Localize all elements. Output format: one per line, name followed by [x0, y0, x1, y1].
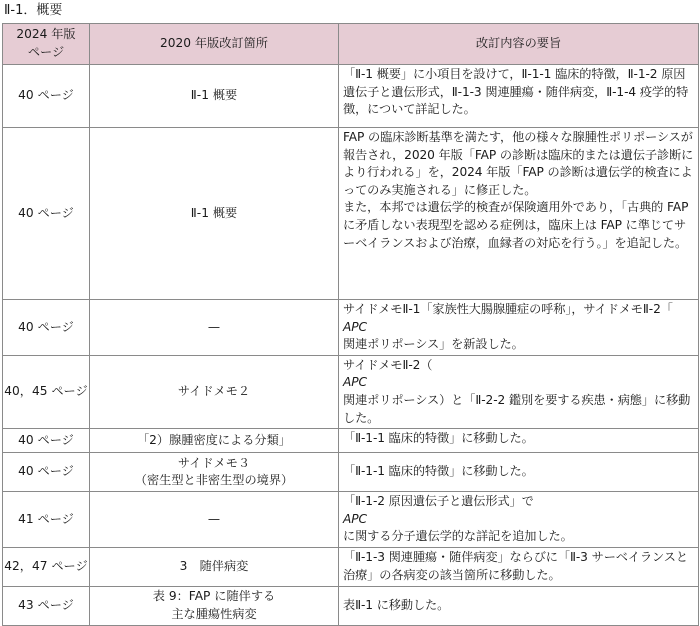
cell-page: 40 ページ — [3, 65, 90, 128]
cell-section: Ⅱ-1 概要 — [90, 128, 339, 300]
summary-text-part: サイドメモⅡ-2（ — [343, 357, 433, 372]
summary-text — [343, 301, 695, 354]
cell-section: Ⅱ-1 概要 — [90, 65, 339, 128]
cell-summary — [339, 586, 699, 625]
summary-paragraph: FAP の臨床診断基準を満たす，他の様々な腺腫性ポリポーシスが報告され，2020 年版「FAP の診断は臨床的または遺伝子診断により行われる」を，2024 年版「FAP の診断は遺伝学的検査によってのみ実施される」に修正した。 — [343, 130, 694, 197]
section-line2: （密生型と非密生型の境界） — [134, 473, 294, 488]
header-col-page-line1: 2024 年版 — [16, 27, 76, 42]
summary-paragraph: 「Ⅱ-1-1 臨床的特徴」に移動した。 — [343, 464, 534, 479]
cell-summary — [339, 300, 699, 356]
cell-page: 43 ページ — [3, 586, 90, 625]
summary-paragraph: 表Ⅱ-1 に移動した。 — [343, 598, 450, 613]
gene-name: APC — [343, 319, 367, 334]
cell-summary — [339, 429, 699, 453]
cell-section: サイドメモ２ — [90, 355, 339, 428]
cell-summary — [339, 547, 699, 586]
table-row — [3, 300, 699, 356]
cell-summary — [339, 128, 699, 300]
table-row — [3, 492, 699, 548]
gene-name: APC — [343, 511, 367, 526]
cell-page: 42，47 ページ — [3, 547, 90, 586]
cell-section: — — [90, 492, 339, 548]
header-col-summary: 改訂内容の要旨 — [339, 24, 699, 65]
header-col-page-line2: ページ — [27, 45, 65, 59]
table-row — [3, 65, 699, 128]
summary-text — [343, 357, 695, 427]
table-row — [3, 128, 699, 300]
cell-section — [90, 453, 339, 492]
cell-page: 40 ページ — [3, 128, 90, 300]
summary-paragraph: また，本邦では遺伝学的検査が保険適用外であり，「古典的 FAP に矛盾しない表現型を認める症例は，臨床上は FAP に準じてサーベイランスおよび治療，血縁者の対応を行う。」を追記した。 — [343, 200, 689, 250]
summary-text-part: 「Ⅱ-1-2 原因遺伝子と遺伝形式」で — [343, 494, 534, 509]
summary-text-part: に関する分子遺伝学的な詳記を追加した。 — [343, 529, 573, 544]
cell-summary — [339, 492, 699, 548]
table-row — [3, 429, 699, 453]
summary-paragraph: 「Ⅱ-1 概要」に小項目を設けて，Ⅱ-1-1 臨床的特徴，Ⅱ-1-2 原因遺伝子と遺伝形式，Ⅱ-1-3 関連腫瘍・随伴病変，Ⅱ-1-4 疫学的特徴，について詳記した。 — [343, 67, 689, 117]
section-line1: 表 9：FAP に随伴する — [152, 589, 276, 604]
cell-section: — — [90, 300, 339, 356]
revision-table — [2, 23, 699, 626]
header-col-section: 2020 年版改訂箇所 — [90, 24, 339, 65]
gene-name: APC — [343, 375, 367, 390]
cell-section — [90, 586, 339, 625]
summary-text-part: サイドメモⅡ-1「家族性大腸腺腫症の呼称」，サイドメモⅡ-2「 — [343, 302, 673, 316]
section-title: Ⅱ-1．概要 — [4, 3, 63, 18]
cell-page: 41 ページ — [3, 492, 90, 548]
cell-summary — [339, 453, 699, 492]
cell-summary — [339, 355, 699, 428]
summary-text — [343, 493, 695, 546]
cell-page: 40 ページ — [3, 453, 90, 492]
table-row — [3, 586, 699, 625]
table-row — [3, 355, 699, 428]
cell-summary — [339, 65, 699, 128]
table-row — [3, 453, 699, 492]
summary-paragraph: 「Ⅱ-1-3 関連腫瘍・随伴病変」ならびに「Ⅱ-3 サーベイランスと治療」の各病変の該当箇所に移動した。 — [343, 549, 688, 582]
section-line2: 主な腫瘍性病変 — [171, 606, 257, 621]
cell-section: 3 随伴病変 — [90, 547, 339, 586]
cell-page: 40 ページ — [3, 429, 90, 453]
table-header-row — [3, 24, 699, 65]
cell-section: 「2）腺腫密度による分類」 — [90, 429, 339, 453]
cell-page: 40 ページ — [3, 300, 90, 356]
section-line1: サイドメモ３ — [177, 455, 251, 470]
summary-text-part: 関連ポリポーシス）と「Ⅱ-2-2 鑑別を要する疾患・病態」に移動した。 — [343, 392, 691, 425]
summary-text-part: 関連ポリポーシス」を新設した。 — [343, 337, 524, 352]
header-col-page — [3, 24, 90, 65]
table-row — [3, 547, 699, 586]
summary-paragraph: 「Ⅱ-1-1 臨床的特徴」に移動した。 — [343, 431, 534, 446]
cell-page: 40，45 ページ — [3, 355, 90, 428]
